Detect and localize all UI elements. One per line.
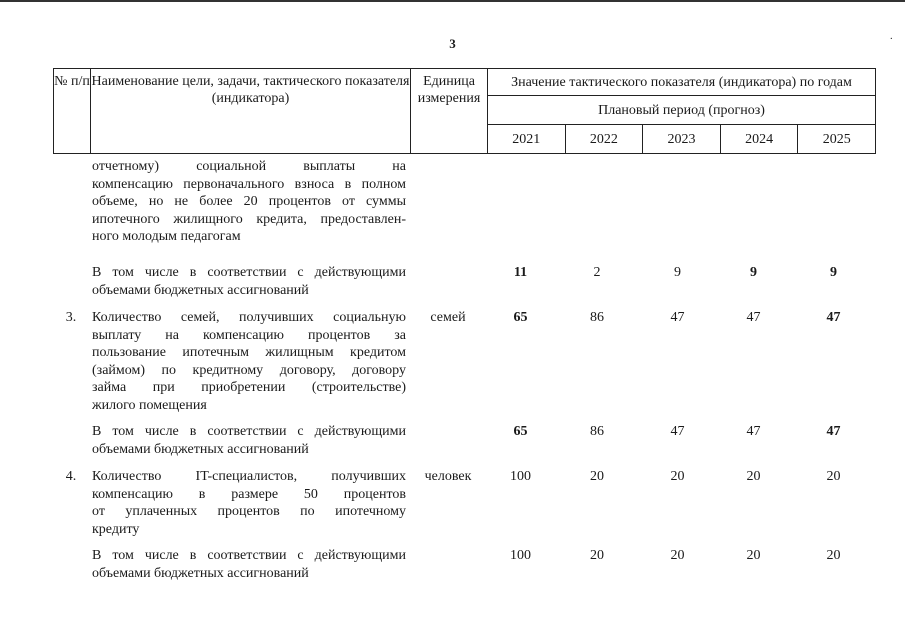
value-2025: 47 [826,310,841,325]
value-2023: 9 [674,265,681,280]
value-2022: 2 [593,265,601,280]
indicator-name-line: жилого помещения [92,397,207,413]
indicator-name-line: В том числе в соответствии с действующими [92,265,406,280]
indicator-name-line: компенсацию первоначального взноса в полном [92,176,406,192]
header-planning-period: Плановый период (прогноз) [488,96,876,125]
indicator-name-line: объемами бюджетных ассигнований [92,441,309,457]
page-number: 3 [449,36,456,51]
indicator-name-line: В том числе в соответствии с действующими [92,548,406,563]
value-2023: 20 [670,548,685,563]
value-2024: 47 [746,310,761,325]
indicator-name-line: выплату на компенсацию процентов за [92,327,406,343]
value-2021: 100 [510,469,531,484]
indicator-name-line: отчетному) социальной выплаты на [92,159,406,174]
indicator-name-line: компенсацию в размере 50 процентов [92,486,406,502]
value-2022: 86 [590,424,604,439]
header-year-2024: 2024 [720,125,798,154]
indicator-name-line: объемами бюджетных ассигнований [92,565,309,581]
indicator-name-line: объеме, но не более 20 процентов от суммы [92,194,406,209]
indicator-name [92,468,406,538]
header-values-by-year: Значение тактического показателя (индикатора) по годам [488,69,876,96]
value-2022: 86 [590,310,604,325]
value-2024: 9 [750,265,757,280]
indicator-name-line: кредиту [92,521,140,537]
header-year-2021: 2021 [488,125,566,154]
indicator-name-line: Количество семей, получивших социальную [92,310,406,325]
header-col-name: Наименование цели, задачи, тактического показателя (индикатора) [91,69,411,154]
value-2024: 47 [746,424,761,439]
indicator-name-line: Количество IT-специалистов, получивших [92,469,406,484]
value-2023: 47 [670,310,685,325]
indicator-name-line: (займом) по кредитному договору, договору [92,362,406,378]
value-2021: 11 [513,265,528,280]
header-year-2023: 2023 [643,125,721,154]
value-2021: 100 [510,548,531,563]
row-number: 4. [65,469,77,484]
value-2023: 20 [670,469,685,484]
unit-of-measure: семей [430,310,466,325]
indicator-name-line: пользование ипотечным жилищным кредитом [92,345,406,360]
indicator-name-line: ного молодым педагогам [92,229,241,244]
indicator-name-line: В том числе в соответствии с действующими [92,424,406,439]
indicator-name [92,158,406,246]
indicator-name-line: займа при приобретении (строительстве) [92,380,406,395]
header-year-2025: 2025 [798,125,876,154]
indicator-name [92,547,406,582]
indicator-name-line: ипотечного жилищного кредита, предоставлен- [92,211,406,227]
value-2025: 20 [826,469,841,484]
header-year-2022: 2022 [565,125,643,154]
unit-of-measure: человек [424,469,472,484]
value-2021: 65 [513,310,528,325]
indicator-name [92,423,406,458]
header-col-unit: Единица измерения [411,69,488,154]
indicator-name [92,309,406,414]
value-2022: 20 [590,548,604,563]
value-2025: 20 [826,548,841,563]
value-2024: 20 [746,469,761,484]
value-2025: 47 [826,424,841,439]
indicator-name-line: от уплаченных процентов по ипотечному [92,504,406,519]
value-2025: 9 [830,265,837,280]
value-2023: 47 [670,424,685,439]
value-2021: 65 [513,424,528,439]
value-2024: 20 [746,548,761,563]
indicator-name-line: объемами бюджетных ассигнований [92,282,309,298]
header-col-number: № п/п [54,69,91,154]
indicator-name [92,264,406,299]
scan-speck: · [889,34,893,45]
value-2022: 20 [590,469,604,484]
row-number: 3. [65,310,77,325]
